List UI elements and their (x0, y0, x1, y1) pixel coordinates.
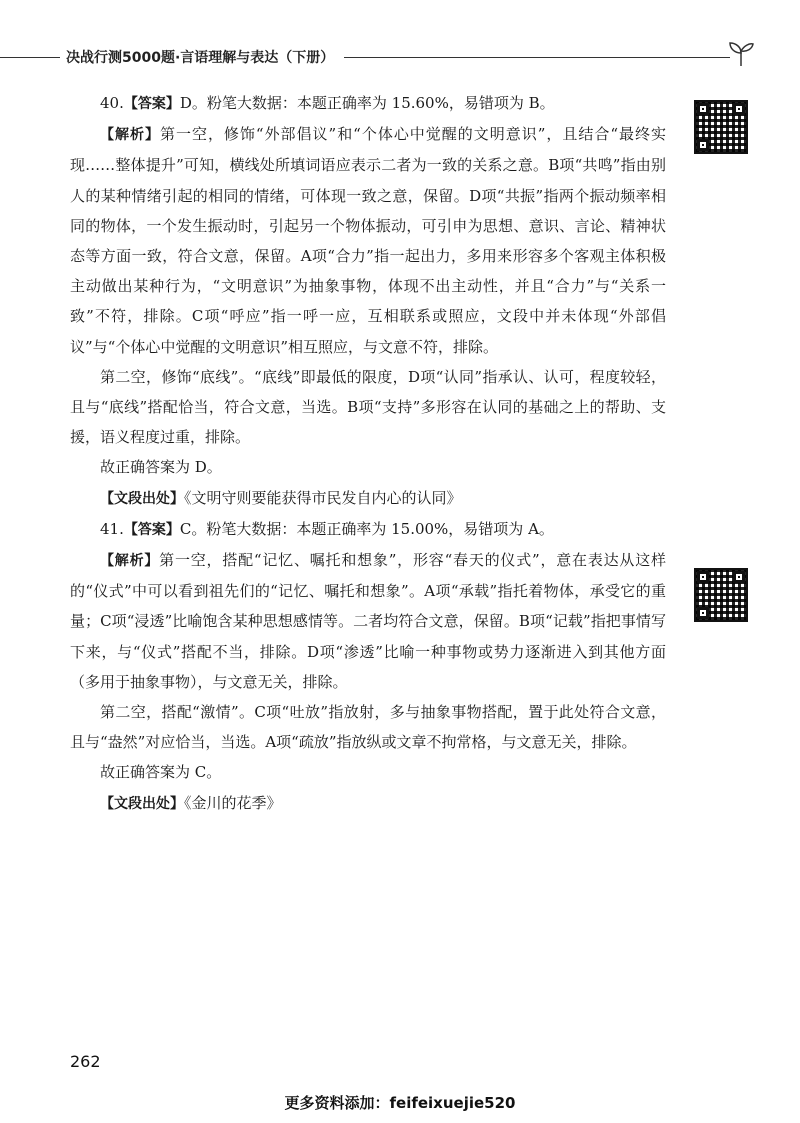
q41-analysis-p2: 第二空，搭配“激情”。C项“吐放”指放射，多与抽象事物搭配，置于此处符合文意，且与“盎然”对应恰当，当选。A项“疏放”指放纵或文章不拘常格，与文意无关，排除。 (70, 703, 666, 752)
q41-analysis-p1 (70, 545, 666, 697)
header-title: 决战行测5000题·言语理解与表达（下册） (66, 50, 335, 66)
q40-number: 40. (100, 94, 124, 112)
q41-answer-label: 【答案】 (123, 521, 180, 538)
q41-number: 41. (100, 519, 124, 538)
page-content (70, 88, 666, 819)
q40-analysis-p2: 第二空，修饰“底线”。“底线”即最低的限度，D项“认同”指承认、认可，程度较轻，且与“底线”搭配恰当，符合文意，当选。B项“支持”多形容在认同的基础之上的帮助、支援，语义程度过重，排除。 (70, 367, 666, 447)
q41-conclusion: 故正确答案为 C。 (100, 763, 222, 782)
q40-source-line (70, 483, 666, 514)
q40-analysis-label: 【解析】 (100, 127, 160, 144)
q40-analysis-p1 (70, 119, 666, 362)
qr-code-q40[interactable] (694, 100, 748, 154)
q41-answer-text: C。粉笔大数据：本题正确率为 15.00%，易错项为 A。 (179, 519, 554, 538)
q41-analysis-text-1: 第一空，搭配“记忆、嘱托和想象”，形容“春天的仪式”，意在表达从这样的“仪式”中可以看到祖先们的“记忆、嘱托和想象”。A项“承载”指托着物体，承受它的重量；C项“浸透”比喻饱含某种思想感情等。二者均符合文意，保留。B项“记载”指把事情写下来，与“仪式”搭配不当，排除。D项“渗透”比喻一种事物或势力逐渐进入到其他方面（多用于抽象事物），与文意无关，排除。 (70, 551, 666, 691)
footer-note: 更多资料添加：feifeixuejie520 (284, 1094, 516, 1112)
sprout-icon (726, 38, 756, 68)
q40-conclusion: 故正确答案为 D。 (100, 458, 222, 477)
q41-answer-line (70, 514, 666, 545)
qr-code-q41[interactable] (694, 568, 748, 622)
q40-source-label: 【文段出处】 (100, 490, 184, 507)
q41-analysis-label: 【解析】 (100, 553, 160, 570)
q41-source-label: 【文段出处】 (100, 795, 184, 812)
q41-source-text: 《金川的花季》 (184, 793, 282, 812)
q40-source-text: 《文明守则要能获得市民发自内心的认同》 (184, 488, 462, 507)
page-number: 262 (70, 1052, 101, 1071)
header-rule-left (0, 57, 60, 58)
q40-answer-label: 【答案】 (123, 96, 180, 112)
q40-answer-text: D。粉笔大数据：本题正确率为 15.60%，易错项为 B。 (179, 94, 555, 112)
header-rule-right (344, 57, 730, 58)
q40-answer-line (70, 88, 666, 119)
q40-analysis-text-1: 第一空，修饰“外部倡议”和“个体心中觉醒的文明意识”，且结合“最终实现……整体提升”可知，横线处所填词语应表示二者为一致的关系之意。B项“共鸣”指由别人的某种情绪引起的相同的情绪，可体现一致之意，保留。D项“共振”指两个振动频率相同的物体，一个发生振动时，引起另一个物体振动，可引申为思想、意识、言论、精神状态等方面一致，符合文意，保留。A项“合力”指一起出力，多用来形容多个客观主体积极主动做出某种行为，“文明意识”为抽象事物，体现不出主动性，并且“合力”与“关系一致”不符，排除。C项“呼应”指一呼一应，互相联系或照应，文段中并未体现“外部倡议”与“个体心中觉醒的文明意识”相互照应，与文意不符，排除。 (70, 125, 666, 356)
page-header (0, 44, 800, 74)
q41-source-line (70, 788, 666, 819)
